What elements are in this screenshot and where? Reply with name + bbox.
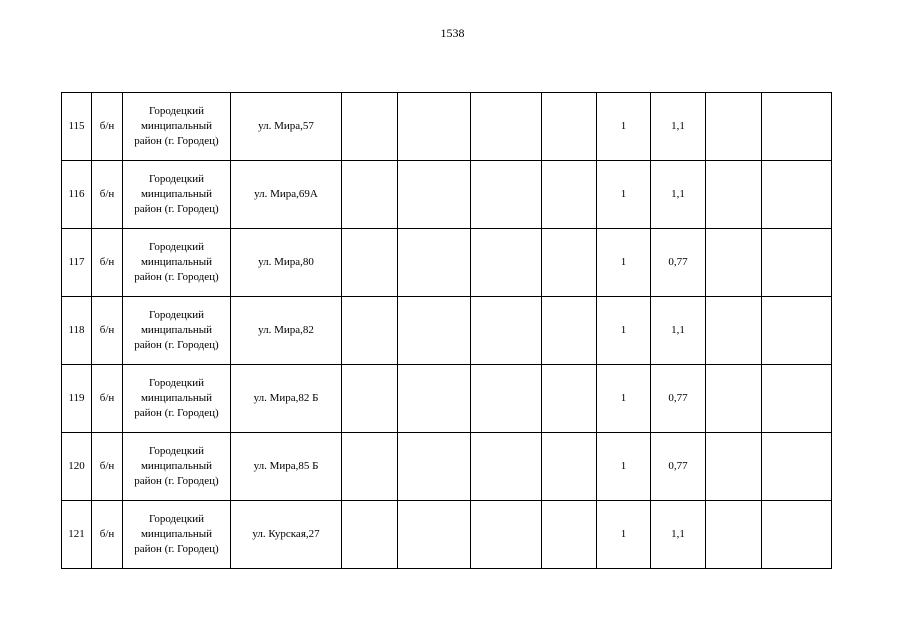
empty-cell: [542, 433, 597, 501]
register-table: [61, 92, 832, 569]
row-number-cell: 117: [62, 229, 92, 297]
empty-cell: [342, 365, 398, 433]
empty-cell: [706, 93, 762, 161]
table-row: [62, 501, 832, 569]
empty-cell: [398, 501, 471, 569]
empty-cell: [762, 297, 832, 365]
table-row: [62, 433, 832, 501]
empty-cell: [706, 433, 762, 501]
district-line: минципальный: [140, 120, 213, 132]
district-line: Городецкий: [148, 241, 205, 253]
district-line: Городецкий: [148, 309, 205, 321]
empty-cell: [342, 297, 398, 365]
row-number-cell: 121: [62, 501, 92, 569]
district-line: район (г. Городец): [134, 339, 219, 351]
row-number-cell: 119: [62, 365, 92, 433]
empty-cell: [542, 365, 597, 433]
empty-cell: [398, 93, 471, 161]
document-number-cell: б/н: [92, 433, 123, 501]
district-line: Городецкий: [148, 105, 205, 117]
address-cell: ул. Мира,69А: [231, 161, 342, 229]
district-line: минципальный: [140, 392, 213, 404]
empty-cell: [542, 501, 597, 569]
address-cell: ул. Мира,80: [231, 229, 342, 297]
empty-cell: [471, 433, 542, 501]
district-line: Городецкий: [148, 377, 205, 389]
volume-cell: 1,1: [651, 297, 706, 365]
table-row: [62, 161, 832, 229]
table-row: [62, 297, 832, 365]
empty-cell: [542, 297, 597, 365]
volume-cell: 1,1: [651, 501, 706, 569]
empty-cell: [471, 161, 542, 229]
district-line: минципальный: [140, 460, 213, 472]
district-line: район (г. Городец): [134, 135, 219, 147]
district-cell: [123, 297, 231, 365]
row-number-cell: 115: [62, 93, 92, 161]
district-line: Городецкий: [148, 445, 205, 457]
district-cell: [123, 93, 231, 161]
table-body: [62, 93, 832, 569]
district-line: район (г. Городец): [134, 543, 219, 555]
empty-cell: [762, 93, 832, 161]
district-cell: [123, 365, 231, 433]
district-cell: [123, 501, 231, 569]
document-number-cell: б/н: [92, 93, 123, 161]
empty-cell: [471, 229, 542, 297]
page-number: 1538: [440, 26, 465, 40]
empty-cell: [542, 93, 597, 161]
district-line: минципальный: [140, 256, 213, 268]
count-cell: 1: [597, 297, 651, 365]
empty-cell: [706, 229, 762, 297]
table-row: [62, 93, 832, 161]
empty-cell: [471, 501, 542, 569]
address-cell: ул. Курская,27: [231, 501, 342, 569]
volume-cell: 0,77: [651, 365, 706, 433]
empty-cell: [706, 365, 762, 433]
empty-cell: [706, 297, 762, 365]
volume-cell: 0,77: [651, 433, 706, 501]
empty-cell: [762, 433, 832, 501]
count-cell: 1: [597, 161, 651, 229]
count-cell: 1: [597, 229, 651, 297]
document-number-cell: б/н: [92, 365, 123, 433]
empty-cell: [706, 161, 762, 229]
district-cell: [123, 161, 231, 229]
row-number-cell: 116: [62, 161, 92, 229]
document-number-cell: б/н: [92, 501, 123, 569]
empty-cell: [398, 297, 471, 365]
district-line: район (г. Городец): [134, 475, 219, 487]
volume-cell: 1,1: [651, 161, 706, 229]
district-line: Городецкий: [148, 513, 205, 525]
document-number-cell: б/н: [92, 229, 123, 297]
document-number-cell: б/н: [92, 161, 123, 229]
district-line: минципальный: [140, 528, 213, 540]
empty-cell: [398, 365, 471, 433]
empty-cell: [398, 229, 471, 297]
empty-cell: [471, 93, 542, 161]
empty-cell: [342, 501, 398, 569]
empty-cell: [342, 93, 398, 161]
empty-cell: [762, 501, 832, 569]
count-cell: 1: [597, 501, 651, 569]
district-line: Городецкий: [148, 173, 205, 185]
empty-cell: [542, 229, 597, 297]
empty-cell: [542, 161, 597, 229]
volume-cell: 0,77: [651, 229, 706, 297]
district-line: район (г. Городец): [134, 271, 219, 283]
empty-cell: [398, 161, 471, 229]
row-number-cell: 118: [62, 297, 92, 365]
table-row: [62, 229, 832, 297]
document-number-cell: б/н: [92, 297, 123, 365]
address-cell: ул. Мира,85 Б: [231, 433, 342, 501]
empty-cell: [762, 161, 832, 229]
count-cell: 1: [597, 93, 651, 161]
district-line: район (г. Городец): [134, 407, 219, 419]
empty-cell: [398, 433, 471, 501]
address-cell: ул. Мира,82: [231, 297, 342, 365]
count-cell: 1: [597, 365, 651, 433]
volume-cell: 1,1: [651, 93, 706, 161]
district-line: минципальный: [140, 188, 213, 200]
district-line: минципальный: [140, 324, 213, 336]
empty-cell: [762, 229, 832, 297]
district-line: район (г. Городец): [134, 203, 219, 215]
count-cell: 1: [597, 433, 651, 501]
table-row: [62, 365, 832, 433]
empty-cell: [342, 433, 398, 501]
empty-cell: [762, 365, 832, 433]
row-number-cell: 120: [62, 433, 92, 501]
district-cell: [123, 433, 231, 501]
empty-cell: [342, 229, 398, 297]
address-cell: ул. Мира,82 Б: [231, 365, 342, 433]
empty-cell: [342, 161, 398, 229]
empty-cell: [471, 365, 542, 433]
empty-cell: [706, 501, 762, 569]
empty-cell: [471, 297, 542, 365]
district-cell: [123, 229, 231, 297]
address-cell: ул. Мира,57: [231, 93, 342, 161]
